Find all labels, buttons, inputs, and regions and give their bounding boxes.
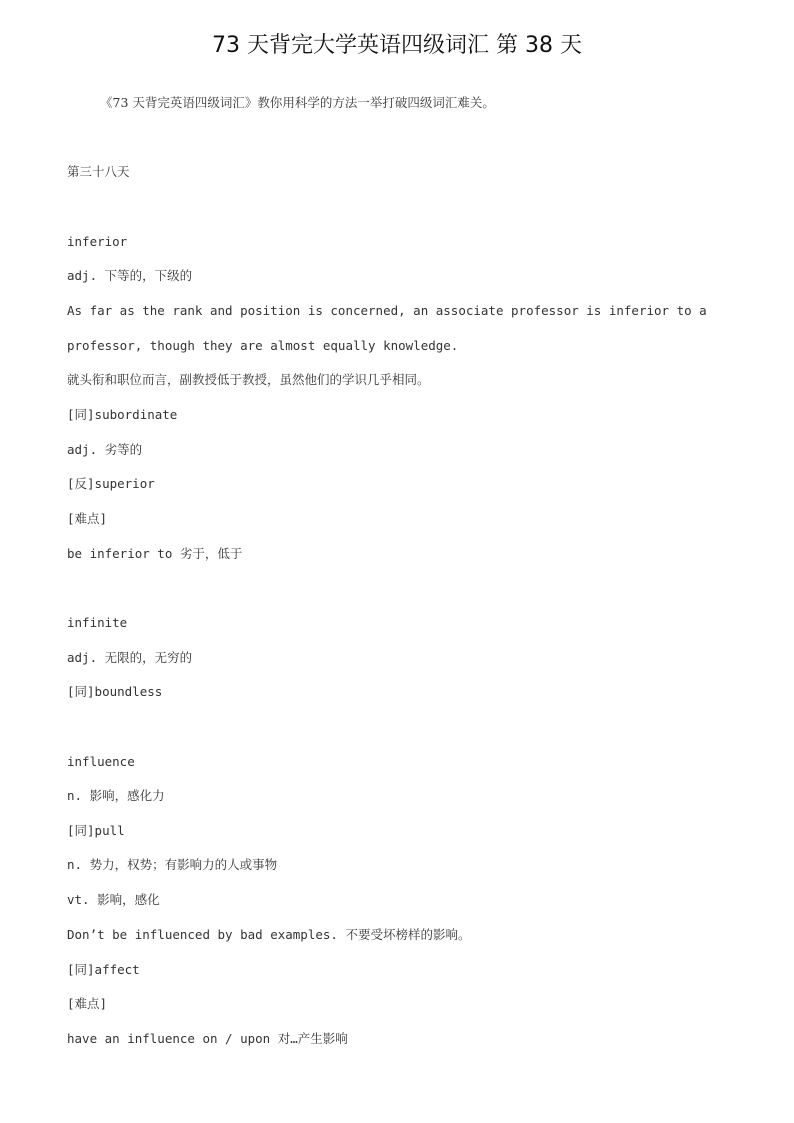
- intro-paragraph: 《73 天背完英语四级词汇》教你用科学的方法一举打破四级词汇难关。: [100, 95, 495, 110]
- synonym-line: [同]boundless: [67, 684, 163, 699]
- entry-line: n. 势力，权势；有影响力的人或事物: [67, 857, 278, 872]
- entry-line: adj. 劣等的: [67, 442, 143, 457]
- entry-line: vt. 影响，感化: [67, 892, 160, 907]
- difficulty-label: [难点]: [67, 511, 108, 526]
- synonym-line: [同]pull: [67, 823, 125, 838]
- entry-word: inferior: [67, 234, 128, 249]
- day-heading: 第三十八天: [67, 164, 130, 179]
- entry-line: adj. 下等的，下级的: [67, 268, 193, 283]
- entry-line: adj. 无限的，无穷的: [67, 650, 193, 665]
- entry-word: influence: [67, 754, 135, 769]
- synonym-line: [同]affect: [67, 962, 140, 977]
- example-sentence: Don’t be influenced by bad examples. 不要受坏榜样的影响。: [67, 927, 471, 942]
- entry-line: n. 影响，感化力: [67, 788, 165, 803]
- phrase-line: be inferior to 劣于，低于: [67, 546, 243, 561]
- entry-word: infinite: [67, 615, 128, 630]
- phrase-line: have an influence on / upon 对…产生影响: [67, 1031, 348, 1046]
- example-sentence: As far as the rank and position is concerned, an associate professor is inferior to a: [67, 303, 707, 318]
- example-translation: 就头衔和职位而言，副教授低于教授，虽然他们的学识几乎相同。: [67, 372, 430, 387]
- antonym-line: [反]superior: [67, 476, 155, 491]
- difficulty-label: [难点]: [67, 996, 108, 1011]
- page-title: 73 天背完大学英语四级词汇 第 38 天: [212, 33, 582, 58]
- synonym-line: [同]subordinate: [67, 407, 178, 422]
- example-sentence: professor, though they are almost equally knowledge.: [67, 338, 459, 353]
